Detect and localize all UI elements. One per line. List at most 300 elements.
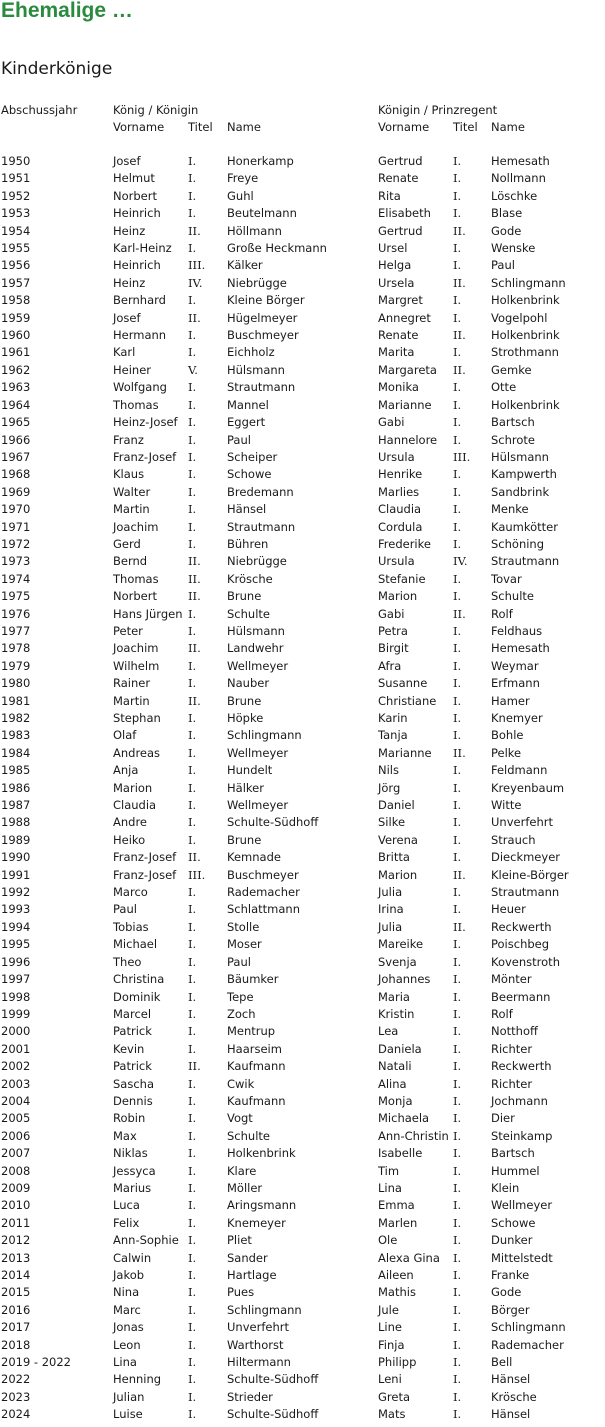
queen-last-name: Schowe (491, 1215, 536, 1230)
king-title: II. (188, 310, 201, 325)
king-title: II. (188, 554, 201, 569)
queen-last-name: Kampwerth (491, 467, 557, 482)
queen-title: I. (453, 1372, 462, 1387)
king-title: I. (188, 397, 197, 412)
queen-title: I. (453, 1146, 462, 1161)
queen-title: I. (453, 780, 462, 795)
king-first-name: Gerd (113, 536, 141, 551)
table-row (0, 1302, 605, 1319)
king-first-name: Karl (113, 345, 136, 360)
king-first-name: Heinrich (113, 258, 161, 273)
table-row (0, 971, 605, 988)
king-last-name: Buschmeyer (227, 328, 299, 343)
queen-last-name: Gode (491, 1285, 522, 1300)
king-last-name: Hundelt (227, 763, 273, 778)
queen-first-name: Michaela (378, 1111, 430, 1126)
table-row (0, 1284, 605, 1301)
king-first-name: Heiko (113, 832, 146, 847)
queen-first-name: Marianne (378, 745, 432, 760)
king-last-name: Nauber (227, 676, 270, 691)
king-last-name: Vogt (227, 1111, 253, 1126)
queen-title: I. (453, 1076, 462, 1091)
king-last-name: Eichholz (227, 345, 275, 360)
queen-last-name: Löschke (491, 188, 538, 203)
king-last-name: Tepe (227, 989, 254, 1004)
table-row (0, 884, 605, 901)
king-title: I. (188, 519, 197, 534)
king-last-name: Bühren (227, 536, 269, 551)
queen-title: I. (453, 711, 462, 725)
queen-last-name: Hemesath (491, 641, 550, 656)
queen-last-name: Wellmeyer (491, 1198, 553, 1213)
year-cell: 2019 - 2022 (1, 1355, 71, 1370)
queen-title: I. (453, 1059, 462, 1074)
king-title: I. (188, 380, 197, 395)
king-title: II. (188, 571, 201, 586)
table-row (0, 814, 605, 831)
queen-last-name: Schulte (491, 589, 534, 604)
queen-last-name: Wenske (491, 241, 536, 256)
king-first-name: Franz-Josef (113, 850, 177, 865)
queen-title: I. (453, 885, 462, 900)
king-title: I. (188, 536, 197, 551)
king-last-name: Schlattmann (227, 902, 300, 917)
queen-last-name: Franke (491, 1268, 530, 1282)
queen-title: I. (453, 1389, 462, 1404)
year-cell: 2016 (1, 1302, 31, 1317)
year-cell: 1999 (1, 1006, 31, 1021)
queen-title: I. (453, 902, 462, 917)
queen-first-name: Renate (378, 328, 419, 343)
table-row (0, 397, 605, 414)
year-cell: 1971 (1, 519, 31, 534)
queen-first-name: Elisabeth (378, 206, 431, 221)
table-row (0, 1197, 605, 1214)
year-cell: 1992 (1, 885, 31, 900)
queen-title: I. (453, 763, 462, 778)
table-row (0, 257, 605, 274)
king-first-name: Jakob (113, 1268, 145, 1282)
table-row (0, 327, 605, 344)
year-cell: 1955 (1, 241, 31, 256)
queen-last-name: Hänsel (491, 1407, 531, 1422)
king-last-name: Kemnade (227, 850, 281, 865)
queen-title: I. (453, 519, 462, 534)
king-first-name: Norbert (113, 188, 157, 203)
queen-title: I. (453, 658, 462, 673)
king-title: I. (188, 780, 197, 795)
king-title: I. (188, 241, 197, 256)
table-row (0, 745, 605, 762)
queen-last-name: Poischbeg (491, 937, 550, 952)
year-cell: 1974 (1, 571, 31, 586)
queen-title: I. (453, 815, 462, 830)
king-title: I. (188, 1250, 197, 1265)
queen-last-name: Schlingmann (491, 275, 566, 290)
year-cell: 1969 (1, 484, 31, 499)
queen-last-name: Menke (491, 502, 529, 517)
queen-last-name: Steinkamp (491, 1128, 553, 1143)
queen-first-name: Gabi (378, 415, 405, 430)
table-row (0, 362, 605, 379)
queen-title: I. (453, 937, 462, 952)
queen-title: I. (453, 1302, 462, 1317)
queen-title: I. (453, 728, 462, 743)
queen-last-name: Erfmann (491, 676, 540, 691)
queen-title: I. (453, 1180, 462, 1195)
king-first-name: Kevin (113, 1041, 145, 1056)
king-first-name: Heiner (113, 362, 152, 377)
king-first-name: Thomas (113, 571, 159, 586)
king-first-name: Robin (113, 1111, 146, 1126)
year-cell: 1979 (1, 658, 31, 673)
queen-last-name: Jochmann (491, 1093, 548, 1108)
king-last-name: Zoch (227, 1006, 256, 1021)
king-first-name: Calwin (113, 1250, 152, 1265)
queen-first-name: Verena (378, 832, 418, 847)
king-first-name: Heinrich (113, 206, 161, 221)
section-title: Kinderkönige (1, 59, 113, 79)
table-row (0, 153, 605, 170)
year-cell: 1980 (1, 676, 31, 691)
queen-first-name: Afra (378, 658, 402, 673)
queen-first-name: Rita (378, 188, 401, 203)
queen-first-name: Alina (378, 1076, 407, 1091)
queen-title: II. (453, 223, 466, 238)
queen-first-name: Marion (378, 589, 418, 604)
table-row (0, 519, 605, 536)
table-row (0, 780, 605, 797)
year-cell: 1997 (1, 972, 31, 987)
year-cell: 1988 (1, 815, 31, 830)
king-last-name: Unverfehrt (227, 1320, 289, 1335)
year-cell: 1972 (1, 536, 31, 551)
king-last-name: Wellmeyer (227, 798, 289, 813)
queen-first-name: Tanja (378, 728, 408, 743)
queen-first-name: Natali (378, 1059, 412, 1074)
year-cell: 1956 (1, 258, 31, 273)
king-title: I. (188, 206, 197, 221)
king-first-name: Josef (113, 310, 141, 325)
queen-last-name: Börger (491, 1302, 530, 1317)
queen-first-name: Henrike (378, 467, 423, 482)
king-title: I. (188, 1093, 197, 1108)
queen-last-name: Strothmann (491, 345, 559, 360)
table-row (0, 310, 605, 327)
queen-last-name: Kaumkötter (491, 519, 558, 534)
queen-first-name: Helga (378, 258, 412, 273)
queen-last-name: Kleine-Börger (491, 867, 569, 882)
queen-title: I. (453, 1407, 462, 1422)
table-row (0, 710, 605, 727)
table-row (0, 1058, 605, 1075)
table-row (0, 640, 605, 657)
queen-first-name: Renate (378, 171, 419, 186)
year-cell: 1981 (1, 693, 31, 708)
king-first-name: Marion (113, 780, 153, 795)
king-title: I. (188, 1180, 197, 1195)
table-row (0, 1093, 605, 1110)
king-title: I. (188, 345, 197, 360)
year-cell: 2001 (1, 1041, 31, 1056)
queen-last-name: Schöning (491, 536, 545, 551)
king-last-name: Hülsmann (227, 362, 285, 377)
king-first-name: Helmut (113, 171, 155, 186)
year-cell: 1985 (1, 763, 31, 778)
king-last-name: Höllmann (227, 223, 282, 238)
queen-first-name: Birgit (378, 641, 409, 656)
king-title: I. (188, 1041, 197, 1056)
king-first-name: Joachim (113, 519, 159, 534)
year-cell: 1966 (1, 432, 31, 447)
queen-last-name: Hemesath (491, 154, 550, 168)
queen-title: I. (453, 571, 462, 586)
queen-title: I. (453, 484, 462, 499)
queen-last-name: Kovenstroth (491, 954, 560, 969)
queen-title: I. (453, 1268, 462, 1282)
queen-title: I. (453, 345, 462, 360)
queen-last-name: Rademacher (491, 1337, 564, 1352)
queen-title: I. (453, 1285, 462, 1300)
queen-title: I. (453, 1041, 462, 1056)
king-first-name: Jessyca (113, 1163, 156, 1178)
queen-last-name: Richter (491, 1041, 533, 1056)
king-first-name: Christina (113, 972, 165, 987)
table-row (0, 1319, 605, 1336)
table-row (0, 466, 605, 483)
king-title: I. (188, 745, 197, 760)
table-row (0, 1389, 605, 1406)
year-cell: 2013 (1, 1250, 31, 1265)
king-first-name: Hermann (113, 328, 167, 343)
king-title: I. (188, 658, 197, 673)
king-first-name: Luise (113, 1407, 143, 1422)
king-last-name: Höpke (227, 711, 264, 725)
year-cell: 1957 (1, 275, 31, 290)
king-first-name: Bernd (113, 554, 148, 569)
queen-first-name: Margret (378, 293, 423, 308)
table-row (0, 1145, 605, 1162)
king-last-name: Bredemann (227, 484, 294, 499)
table-row (0, 1128, 605, 1145)
year-cell: 2010 (1, 1198, 31, 1213)
king-first-name: Joachim (113, 641, 159, 656)
king-last-name: Scheiper (227, 449, 278, 464)
queen-first-name: Claudia (378, 502, 422, 517)
year-cell: 1987 (1, 798, 31, 813)
table-row (0, 623, 605, 640)
king-first-name: Max (113, 1128, 137, 1143)
table-row (0, 832, 605, 849)
table-row (0, 432, 605, 449)
table-row (0, 292, 605, 309)
queen-first-name: Nils (378, 763, 399, 778)
table-row (0, 1406, 605, 1423)
queen-first-name: Julia (378, 919, 403, 934)
year-cell: 1983 (1, 728, 31, 743)
queen-first-name: Ursel (378, 241, 408, 256)
king-first-name: Wilhelm (113, 658, 160, 673)
year-cell: 2012 (1, 1233, 31, 1248)
king-title: I. (188, 606, 197, 621)
queen-last-name: Schlingmann (491, 1320, 566, 1335)
queen-title: I. (453, 1006, 462, 1021)
king-first-name: Ann-Sophie (113, 1233, 179, 1248)
year-cell: 2009 (1, 1180, 31, 1195)
queen-title: I. (453, 1198, 462, 1213)
king-title: I. (188, 293, 197, 308)
queen-first-name: Kristin (378, 1006, 415, 1021)
king-first-name: Rainer (113, 676, 151, 691)
year-cell: 1995 (1, 937, 31, 952)
king-last-name: Kleine Börger (227, 293, 305, 308)
table-row (0, 1267, 605, 1284)
queen-last-name: Holkenbrink (491, 293, 560, 308)
queen-title: I. (453, 1337, 462, 1352)
king-last-name: Niebrügge (227, 275, 287, 290)
header-queen-title: Titel (453, 120, 478, 134)
page-title: Ehemalige … (1, 0, 133, 22)
queen-title: I. (453, 850, 462, 865)
year-cell: 1965 (1, 415, 31, 430)
queen-title: I. (453, 258, 462, 273)
queen-first-name: Johannes (378, 972, 431, 987)
queen-first-name: Silke (378, 815, 406, 830)
king-first-name: Walter (113, 484, 151, 499)
king-last-name: Paul (227, 432, 251, 447)
queen-first-name: Greta (378, 1389, 411, 1404)
king-title: I. (188, 171, 197, 186)
king-title: I. (188, 728, 197, 743)
king-last-name: Möller (227, 1180, 263, 1195)
king-title: I. (188, 154, 197, 168)
king-title: I. (188, 972, 197, 987)
king-last-name: Guhl (227, 188, 254, 203)
king-title: I. (188, 1355, 197, 1370)
queen-first-name: Jörg (378, 780, 401, 795)
queen-title: I. (453, 972, 462, 987)
queen-last-name: Reckwerth (491, 919, 552, 934)
king-first-name: Felix (113, 1215, 140, 1230)
king-first-name: Jonas (113, 1320, 144, 1335)
queen-last-name: Strautmann (491, 885, 560, 900)
queen-first-name: Jule (378, 1302, 399, 1317)
queen-first-name: Emma (378, 1198, 415, 1213)
year-cell: 1950 (1, 154, 31, 168)
table-row (0, 344, 605, 361)
king-title: I. (188, 711, 197, 725)
king-title: I. (188, 432, 197, 447)
queen-last-name: Vogelpohl (491, 310, 548, 325)
king-title: I. (188, 1233, 197, 1248)
king-title: I. (188, 1268, 197, 1282)
king-first-name: Michael (113, 937, 158, 952)
king-title: I. (188, 484, 197, 499)
king-title: II. (188, 223, 201, 238)
queen-title: II. (453, 362, 466, 377)
king-title: I. (188, 1337, 197, 1352)
king-title: III. (188, 867, 206, 882)
queen-last-name: Weymar (491, 658, 539, 673)
king-first-name: Andreas (113, 745, 161, 760)
queen-first-name: Irina (378, 902, 404, 917)
queen-title: I. (453, 293, 462, 308)
header-queen-first-name: Vorname (378, 120, 430, 134)
queen-first-name: Hannelore (378, 432, 438, 447)
queen-title: I. (453, 188, 462, 203)
queen-first-name: Ole (378, 1233, 398, 1248)
table-row (0, 223, 605, 240)
king-last-name: Mentrup (227, 1024, 276, 1039)
king-last-name: Bäumker (227, 972, 279, 987)
king-first-name: Martin (113, 693, 150, 708)
queen-title: I. (453, 380, 462, 395)
king-title: I. (188, 1198, 197, 1213)
year-cell: 1961 (1, 345, 31, 360)
king-title: I. (188, 1320, 197, 1335)
queen-title: I. (453, 1024, 462, 1039)
queen-last-name: Mittelstedt (491, 1250, 553, 1265)
year-cell: 1968 (1, 467, 31, 482)
king-title: I. (188, 1163, 197, 1178)
year-cell: 1982 (1, 711, 31, 725)
king-last-name: Freye (227, 171, 259, 186)
year-cell: 2017 (1, 1320, 31, 1335)
king-last-name: Buschmeyer (227, 867, 299, 882)
queen-title: III. (453, 449, 471, 464)
table-row (0, 275, 605, 292)
king-last-name: Schulte-Südhoff (227, 1372, 319, 1387)
queen-title: I. (453, 1250, 462, 1265)
queen-title: I. (453, 154, 462, 168)
king-last-name: Schowe (227, 467, 272, 482)
queen-first-name: Petra (378, 623, 408, 638)
table-row (0, 1041, 605, 1058)
queen-last-name: Heuer (491, 902, 526, 917)
queen-first-name: Ursela (378, 275, 415, 290)
king-title: I. (188, 989, 197, 1004)
table-row (0, 1354, 605, 1371)
table-row (0, 954, 605, 971)
table-row (0, 1250, 605, 1267)
year-cell: 1967 (1, 449, 31, 464)
queen-last-name: Gemke (491, 362, 532, 377)
queen-first-name: Marlen (378, 1215, 418, 1230)
queen-first-name: Lea (378, 1024, 399, 1039)
king-first-name: Theo (113, 954, 142, 969)
queen-title: I. (453, 467, 462, 482)
year-cell: 2003 (1, 1076, 31, 1091)
king-first-name: Wolfgang (113, 380, 167, 395)
year-cell: 1953 (1, 206, 31, 221)
queen-title: I. (453, 1233, 462, 1248)
king-title: I. (188, 1024, 197, 1039)
king-title: I. (188, 832, 197, 847)
queen-first-name: Line (378, 1320, 402, 1335)
year-cell: 1998 (1, 989, 31, 1004)
queen-last-name: Witte (491, 798, 522, 813)
year-cell: 2018 (1, 1337, 31, 1352)
year-cell: 2004 (1, 1093, 31, 1108)
queen-last-name: Reckwerth (491, 1059, 552, 1074)
queen-first-name: Ursula (378, 449, 415, 464)
queen-last-name: Nollmann (491, 171, 546, 186)
queen-first-name: Cordula (378, 519, 423, 534)
king-last-name: Warthorst (227, 1337, 284, 1352)
queen-last-name: Sandbrink (491, 484, 550, 499)
header-king-title: Titel (188, 120, 213, 134)
king-title: I. (188, 467, 197, 482)
